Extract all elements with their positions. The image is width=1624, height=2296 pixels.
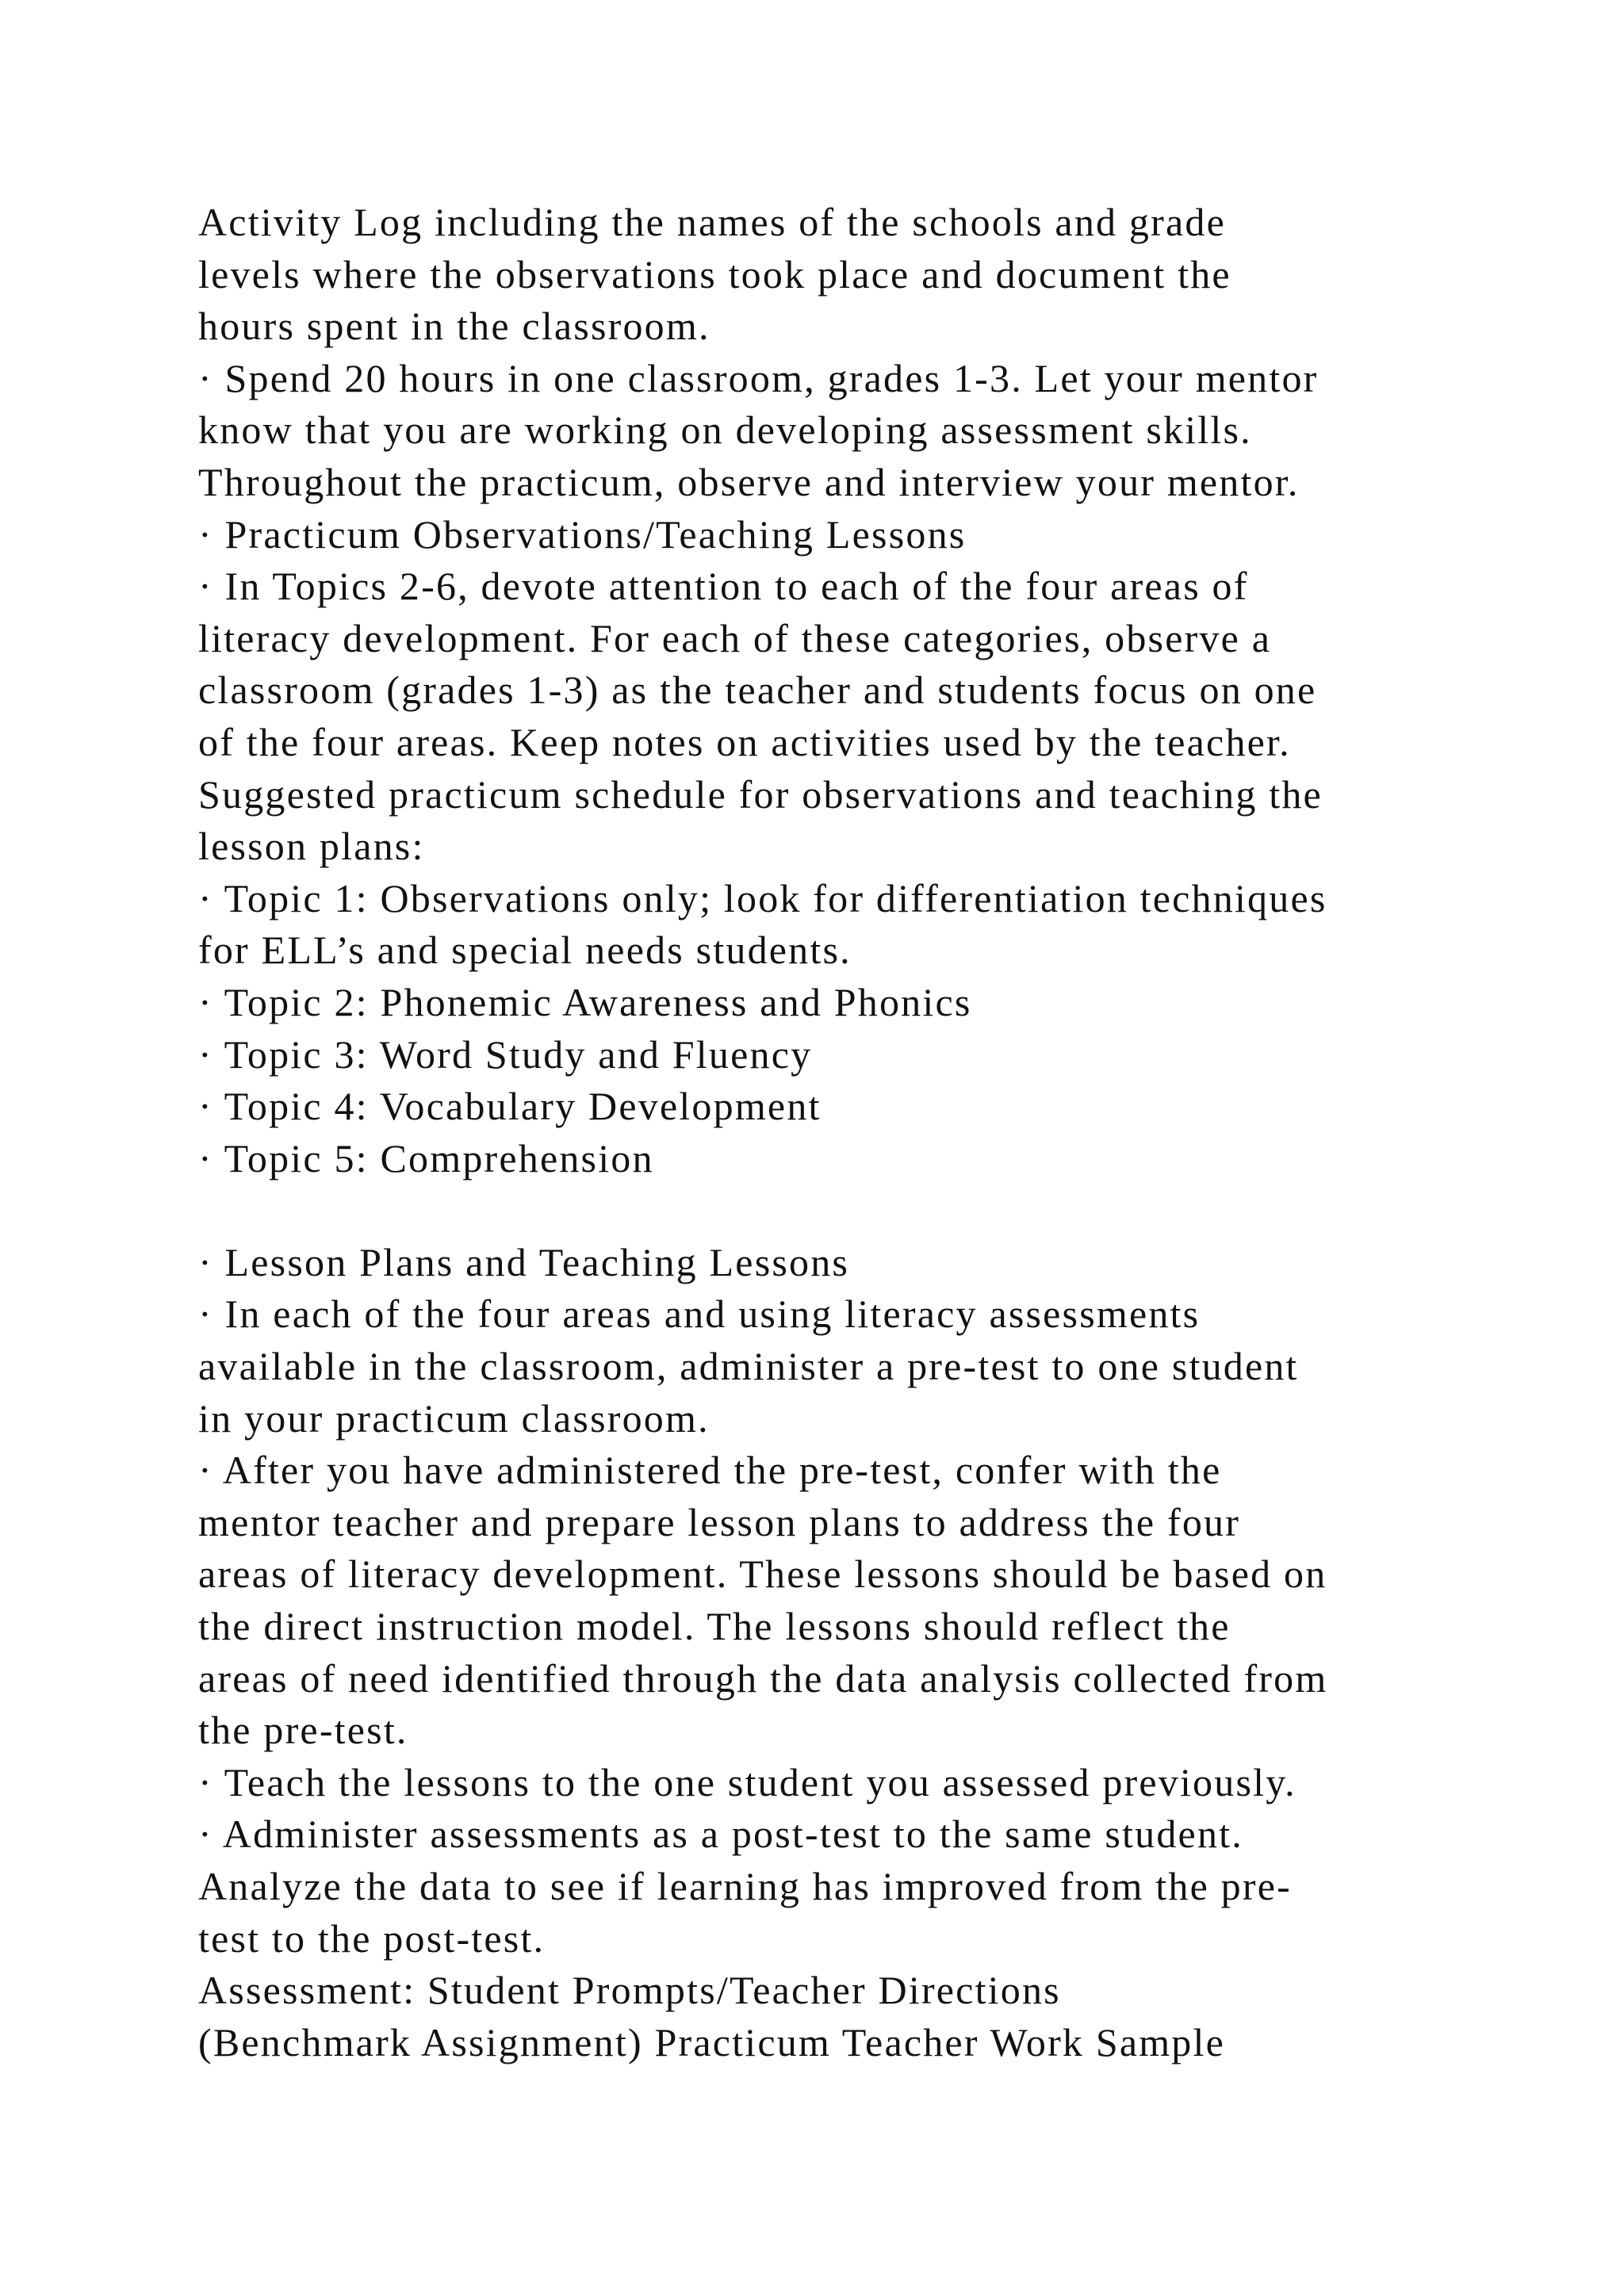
text-line: Assessment: Student Prompts/Teacher Directions — [198, 1968, 1061, 2013]
bullet-line: · After you have administered the pre-test, confer with the — [198, 1448, 1222, 1493]
text-line: the pre-test. — [198, 1708, 408, 1753]
text-line: of the four areas. Keep notes on activities used by the teacher. — [198, 719, 1291, 764]
bullet-line: · Topic 3: Word Study and Fluency — [198, 1031, 813, 1077]
bullet-line: · Practicum Observations/Teaching Lessons — [198, 511, 967, 557]
text-line: hours spent in the classroom. — [198, 304, 710, 349]
text-line: mentor teacher and prepare lesson plans to address the four — [198, 1499, 1241, 1544]
text-line: literacy development. For each of these categories, observe a — [198, 615, 1272, 660]
text-line: in your practicum classroom. — [198, 1395, 710, 1441]
text-line: levels where the observations took place and document the — [198, 251, 1231, 297]
blank-line — [198, 1184, 1546, 1237]
text-line: (Benchmark Assignment) Practicum Teacher Work Sample — [198, 2019, 1225, 2064]
text-line: available in the classroom, administer a pre-test to one student — [198, 1344, 1299, 1389]
bullet-line: · Topic 1: Observations only; look for differentiation techniques — [198, 875, 1327, 920]
bullet-line: · Lesson Plans and Teaching Lessons — [198, 1239, 850, 1284]
text-line: areas of literacy development. These lessons should be based on — [198, 1552, 1327, 1597]
bullet-line: · In each of the four areas and using literacy assessments — [198, 1292, 1201, 1337]
bullet-line: · Topic 2: Phonemic Awareness and Phonics — [198, 979, 972, 1024]
text-line: lesson plans: — [198, 824, 425, 869]
bullet-line: · In Topics 2-6, devote attention to each of the four areas of — [198, 564, 1249, 609]
bullet-line: · Topic 4: Vocabulary Development — [198, 1084, 822, 1129]
text-line: classroom (grades 1-3) as the teacher and students focus on one — [198, 668, 1317, 713]
text-line: areas of need identified through the data analysis collected from — [198, 1655, 1328, 1701]
bullet-line: · Topic 5: Comprehension — [198, 1135, 654, 1181]
text-line: for ELL’s and special needs students. — [198, 928, 852, 973]
text-line: test to the post-test. — [198, 1915, 546, 1961]
text-line: Suggested practicum schedule for observations and teaching the — [198, 771, 1323, 817]
text-line: the direct instruction model. The lessons should reflect the — [198, 1604, 1231, 1649]
text-line: Throughout the practicum, observe and interview your mentor. — [198, 459, 1300, 504]
text-line: Analyze the data to see if learning has improved from the pre- — [198, 1864, 1292, 1908]
text-line: Activity Log including the names of the schools and grade — [198, 200, 1226, 244]
bullet-line: · Spend 20 hours in one classroom, grades 1-3. Let your mentor — [198, 355, 1319, 400]
document-text — [198, 197, 1546, 2068]
bullet-line: · Administer assessments as a post-test to the same student. — [198, 1812, 1243, 1857]
bullet-line: · Teach the lessons to the one student you assessed previously. — [198, 1759, 1297, 1804]
text-line: know that you are working on developing assessment skills. — [198, 408, 1252, 453]
